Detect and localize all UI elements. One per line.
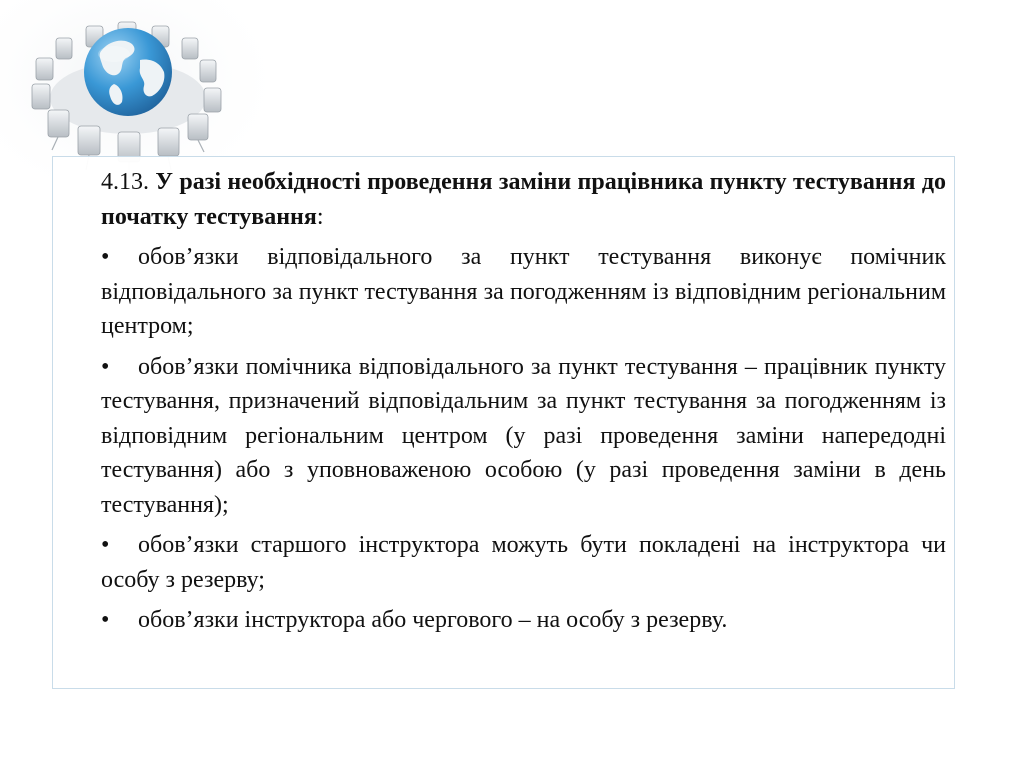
bullet-icon: • [101, 353, 110, 380]
bullet-icon: • [101, 532, 110, 558]
list-item-text: обов’язки старшого інструктора можуть бути покладені на інструктора чи особу з резерву; [101, 532, 946, 593]
bullet-icon: • [101, 244, 110, 270]
main-content [101, 165, 946, 644]
list-item-text: обов’язки відповідального за пункт тестування виконує помічник відповідального за пункт тестування за погодженням із відповідним регіональним центром; [101, 244, 946, 339]
list-item [101, 240, 946, 344]
list-item [101, 350, 946, 523]
list-item-text: обов’язки помічника відповідального за пункт тестування – працівник пункту тестування, призначений відповідальним за пункт тестування за погодженням із відповідним регіональним центром (у разі проведення заміни напередодні тестування) або з уповноваженою особою (у разі проведення заміни в день тестування); [101, 353, 946, 518]
section-heading [101, 165, 946, 234]
section-title: У разі необхідності проведення заміни працівника пункту тестування до початку тестування [101, 169, 946, 230]
list-item [101, 603, 946, 638]
bullet-icon: • [101, 607, 110, 633]
section-number: 4.13. [101, 169, 156, 195]
list-item-text: обов’язки інструктора або чергового – на особу з резерву. [138, 607, 728, 633]
section-colon: : [316, 203, 324, 230]
list-item [101, 528, 946, 597]
